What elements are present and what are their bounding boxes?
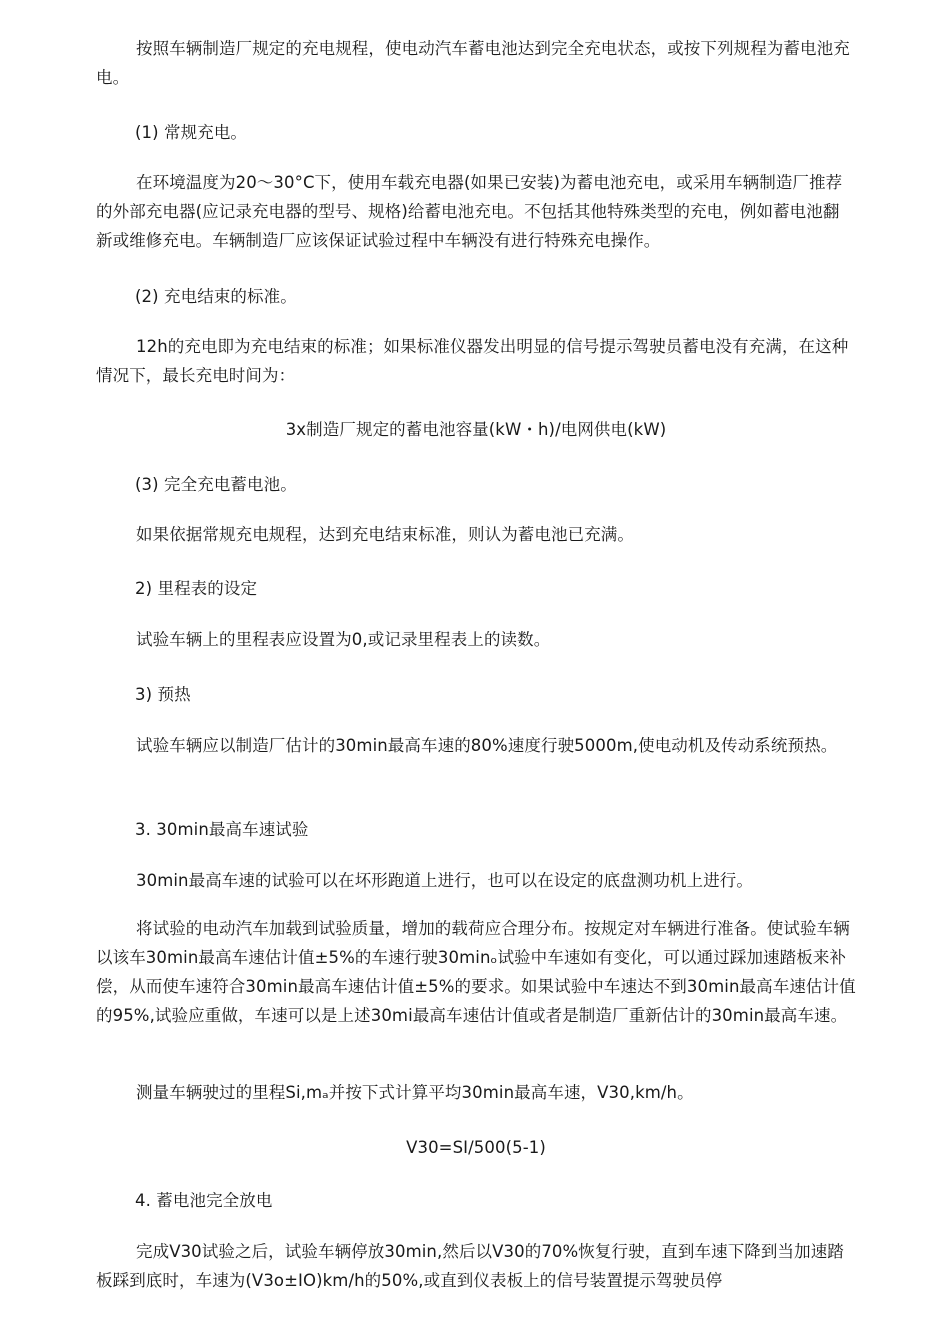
- heading-full-charge: (3) 完全充电蓄电池。: [135, 475, 297, 494]
- paragraph-charging-intro: 按照车辆制造厂规定的充电规程，使电动汽车蓄电池达到完全充电状态，或按下列规程为蓄电池充电。: [96, 39, 850, 87]
- heading-30min-speed-test: 3. 30min最高车速试验: [135, 820, 309, 839]
- paragraph-30min-speed-track: 30min最高车速的试验可以在坏形跑道上进行，也可以在设定的底盘测功机上进行。: [136, 871, 754, 890]
- heading-full-discharge: 4. 蓄电池完全放电: [135, 1191, 273, 1210]
- paragraph-full-discharge: 完成V30试验之后，试验车辆停放30min,然后以V30的70%恢复行驶，直到车速下降到当加速踏板踩到底时，车速为(V3o±IO)km/h的50%,或直到仪表板上的信号装置提示驾驶员停: [96, 1242, 844, 1290]
- formula-v30: V30=SI/500(5-1): [406, 1138, 546, 1157]
- formula-max-charge-time: 3x制造厂规定的蓄电池容量(kW・h)/电网供电(kW): [285, 420, 667, 439]
- paragraph-odometer-setting: 试验车辆上的里程表应设置为0,或记录里程表上的读数。: [136, 630, 551, 649]
- paragraph-30min-speed-procedure: 将试验的电动汽车加载到试验质量，增加的载荷应合理分布。按规定对车辆进行准备。使试验车辆以该车30min最高车速估计值±5%的车速行驶30minₒ试验中车速如有变化，可以通过踩加速踏板来补偿，从而使车速符合30min最高车速估计值±5%的要求。如果试验中车速达不到30min最高车速估计值的95%,试验应重做，车速可以是上述30mi最高车速估计值或者是制造厂重新估计的30min最高车速。: [96, 919, 856, 1025]
- paragraph-full-charge: 如果依据常规充电规程，达到充电结束标准，则认为蓄电池已充满。: [136, 525, 634, 544]
- paragraph-distance-measurement: 测量车辆驶过的里程Si,mₐ并按下式计算平均30min最高车速，V30,km/h。: [136, 1083, 694, 1102]
- heading-normal-charging: (1) 常规充电。: [135, 123, 248, 142]
- paragraph-normal-charging: 在环境温度为20～30°C下，使用车载充电器(如果已安装)为蓄电池充电，或采用车辆制造厂推荐的外部充电器(应记录充电器的型号、规格)给蓄电池充电。不包括其他特殊类型的充电，例如蓄电池翻新或维修充电。车辆制造厂应该保证试验过程中车辆没有进行特殊充电操作。: [96, 173, 843, 250]
- heading-preheat: 3) 预热: [135, 685, 191, 704]
- paragraph-charging-end-criteria: 12h的充电即为充电结束的标准；如果标准仪器发出明显的信号提示驾驶员蓄电没有充满，在这种情况下，最长充电时间为：: [96, 337, 849, 385]
- heading-charging-end-criteria: (2) 充电结束的标准。: [135, 287, 297, 306]
- paragraph-preheat: 试验车辆应以制造厂估计的30min最高车速的80%速度行驶5000m,使电动机及传动系统预热。: [136, 736, 838, 755]
- heading-odometer-setting: 2) 里程表的设定: [135, 579, 258, 598]
